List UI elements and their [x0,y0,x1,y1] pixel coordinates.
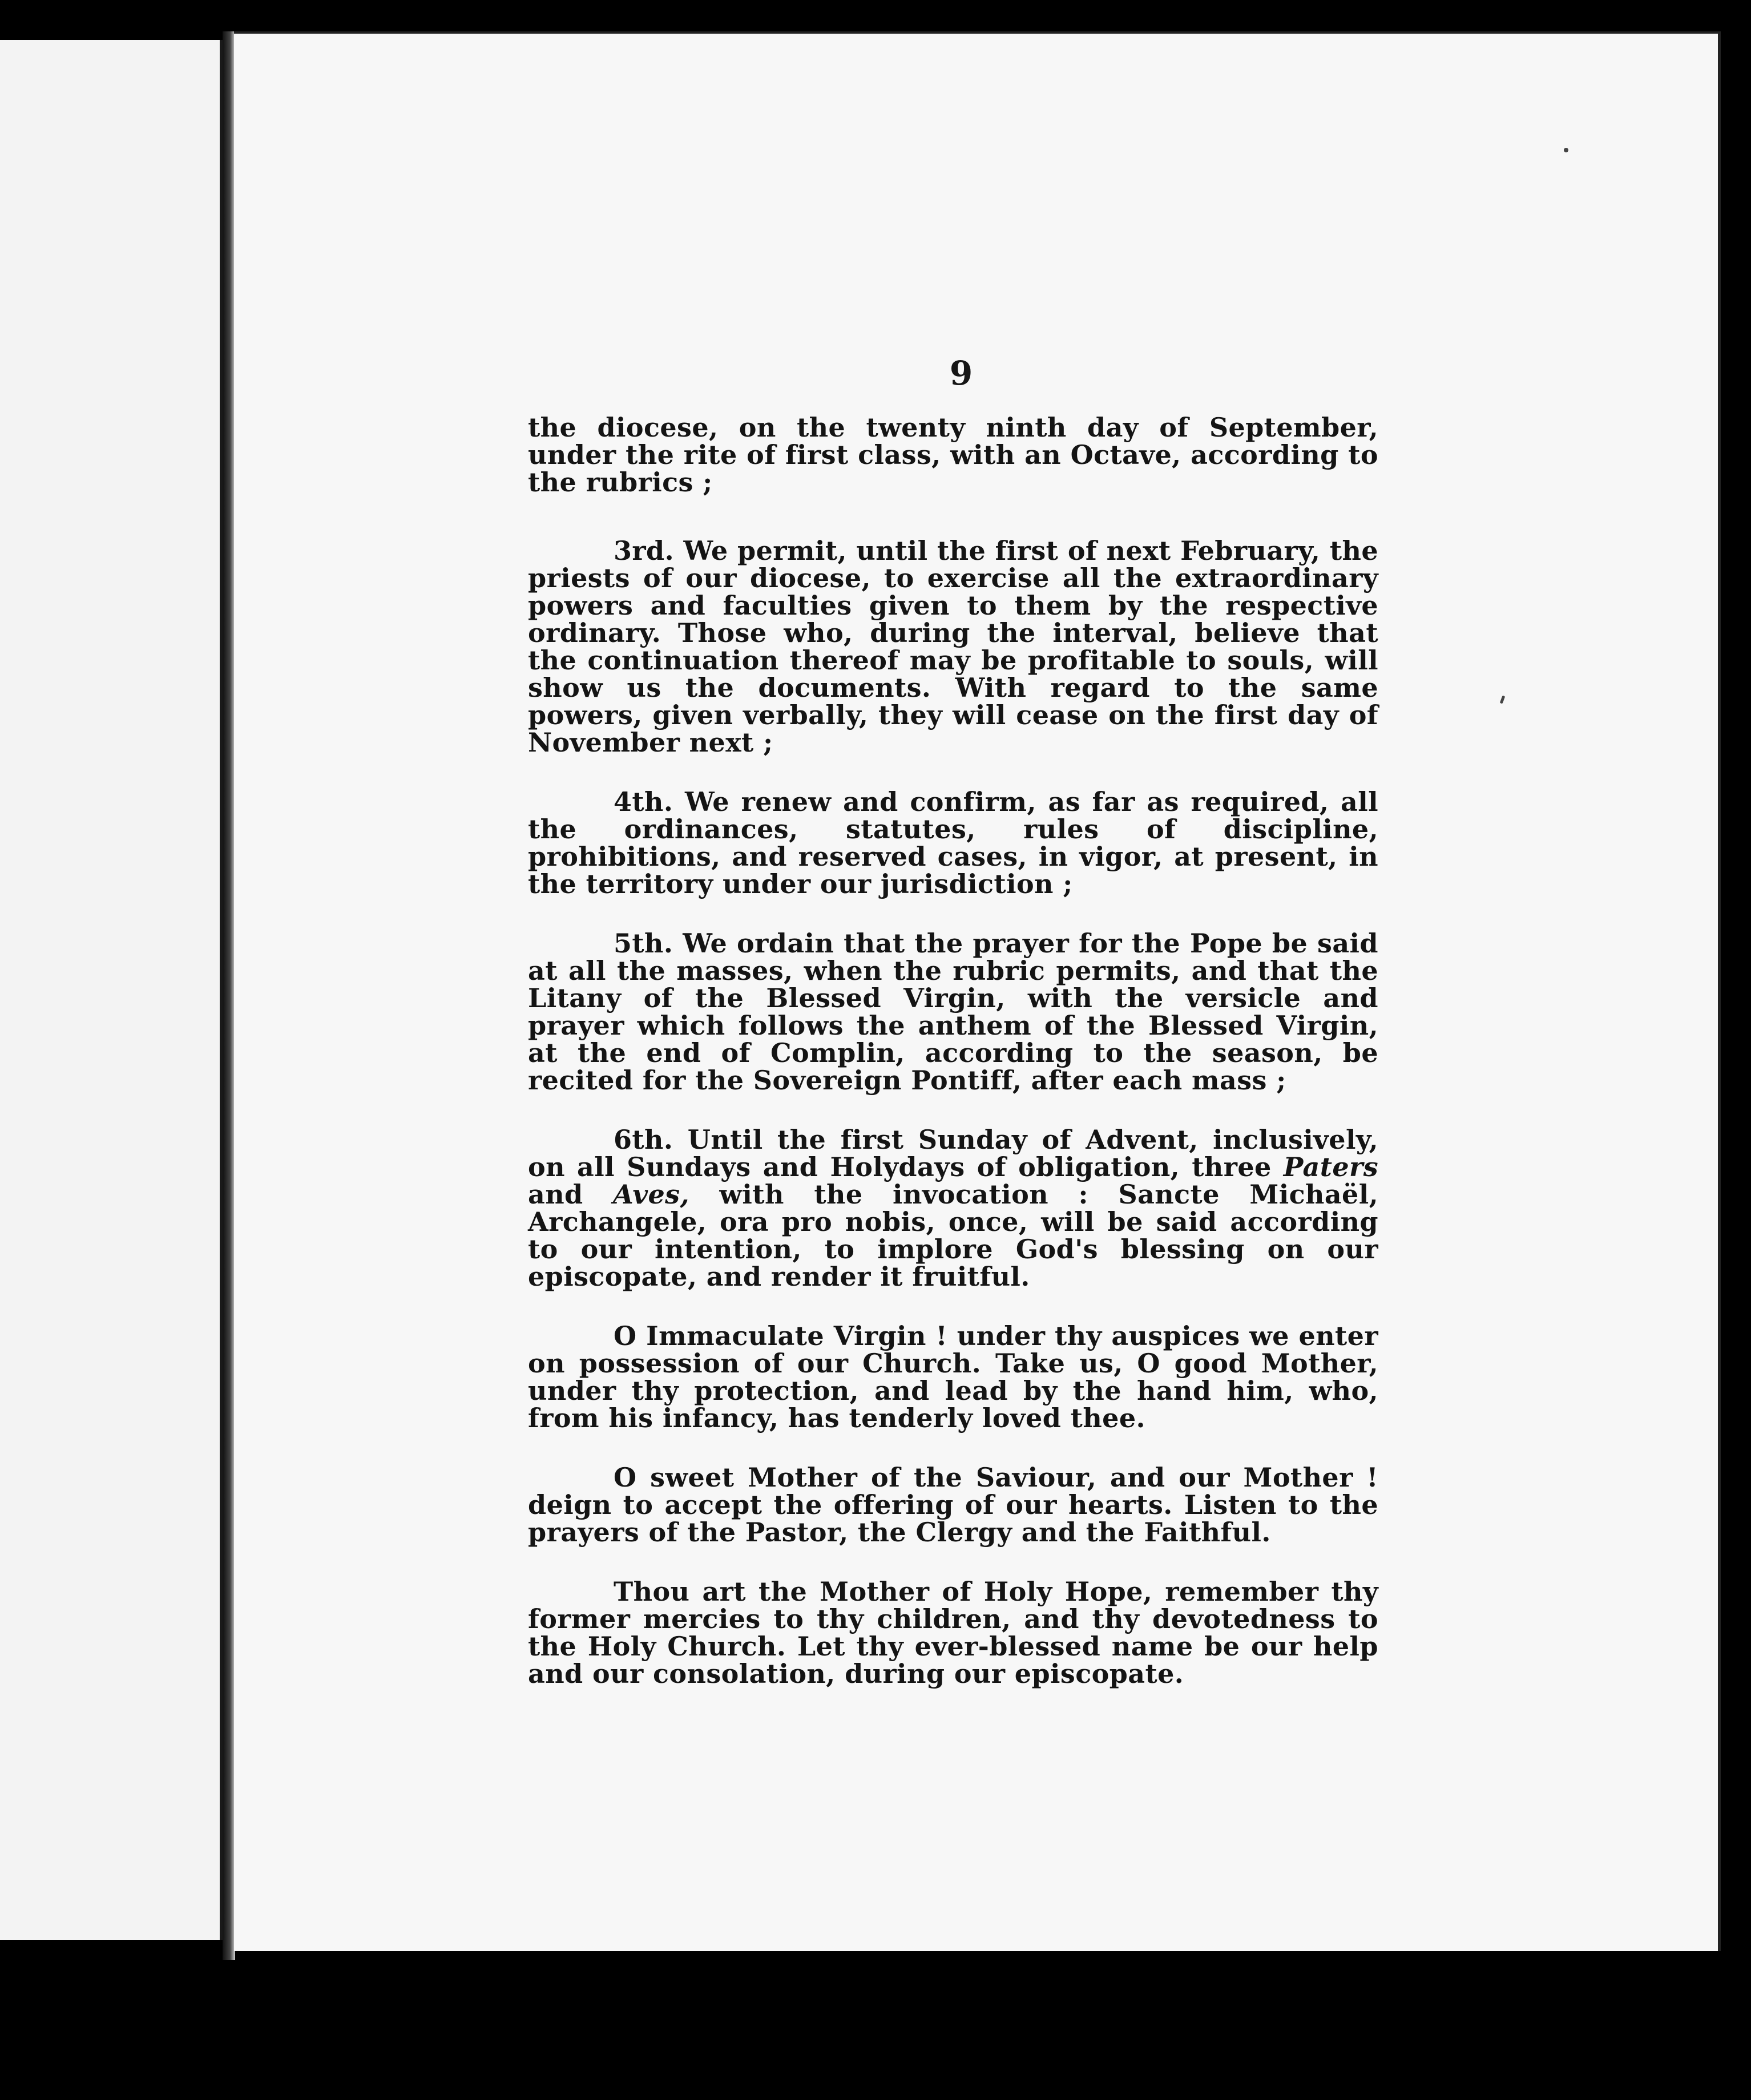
paragraph-6th [528,1126,1378,1290]
paragraph-sweet-mother: O sweet Mother of the Saviour, and our Mother ! deign to accept the offering of our hearts. Listen to the prayers of the Pastor, the Clergy and the Faithful. [528,1462,1378,1548]
facing-page-left [0,40,223,1940]
paragraph-6th-text-after: with the invocation : Sancte Michaël, Archangele, ora pro nobis, once, will be said according to our intention, to implore God's blessing on our episcopate, and render it fruitful. [528,1179,1379,1292]
paragraph-6th-italic-aves: Aves, [613,1179,689,1210]
paragraph-continuation: the diocese, on the twenty ninth day of September, under the rite of first class, with an Octave, according to the rubrics ; [528,412,1378,498]
paragraph-6th-italic-paters: Paters [1283,1152,1378,1182]
book-gutter [223,31,235,1960]
body-text [528,414,1378,1719]
paragraph-6th-text-middle: and [528,1179,614,1210]
paragraph-3rd: 3rd. We permit, until the first of next February, the priests of our diocese, to exercise all the extraordinary powers and faculties given to them by the respective ordinary. Those who, during the interval, believe that the continuation thereof may be profitable to souls, will show us the documents. With regard to the same powers, given verbally, they will cease on the first day of November next ; [528,535,1378,758]
paragraph-6th-text-before: 6th. Until the first Sunday of Advent, inclusively, on all Sundays and Holydays of obligation, three [528,1124,1378,1182]
paragraph-5th: 5th. We ordain that the prayer for the Pope be said at all the masses, when the rubric permits, and that the Litany of the Blessed Virgin, with the versicle and prayer which follows the anthem of the Blessed Virgin, at the end of Complin, according to the season, be recited for the Sovereign Pontiff, after each mass ; [528,928,1378,1096]
page-number: 9 [949,354,973,393]
paper-speck [1500,696,1505,704]
paragraph-4th: 4th. We renew and confirm, as far as required, all the ordinances, statutes, rules of discipline, prohibitions, and reserved cases, in vigor, at present, in the territory under our jurisdiction ; [528,786,1378,899]
paragraph-holy-hope: Thou art the Mother of Holy Hope, remember thy former mercies to thy children, and thy devotedness to the Holy Church. Let thy ever-blessed name be our help and our consolation, during our episcopate. [528,1576,1378,1689]
paragraph-immaculate-virgin: O Immaculate Virgin ! under thy auspices we enter on possession of our Church. Take us, O good Mother, under thy protection, and lead by the hand him, who, from his infancy, has tenderly loved thee. [528,1320,1378,1433]
paper-speck [1564,148,1568,152]
